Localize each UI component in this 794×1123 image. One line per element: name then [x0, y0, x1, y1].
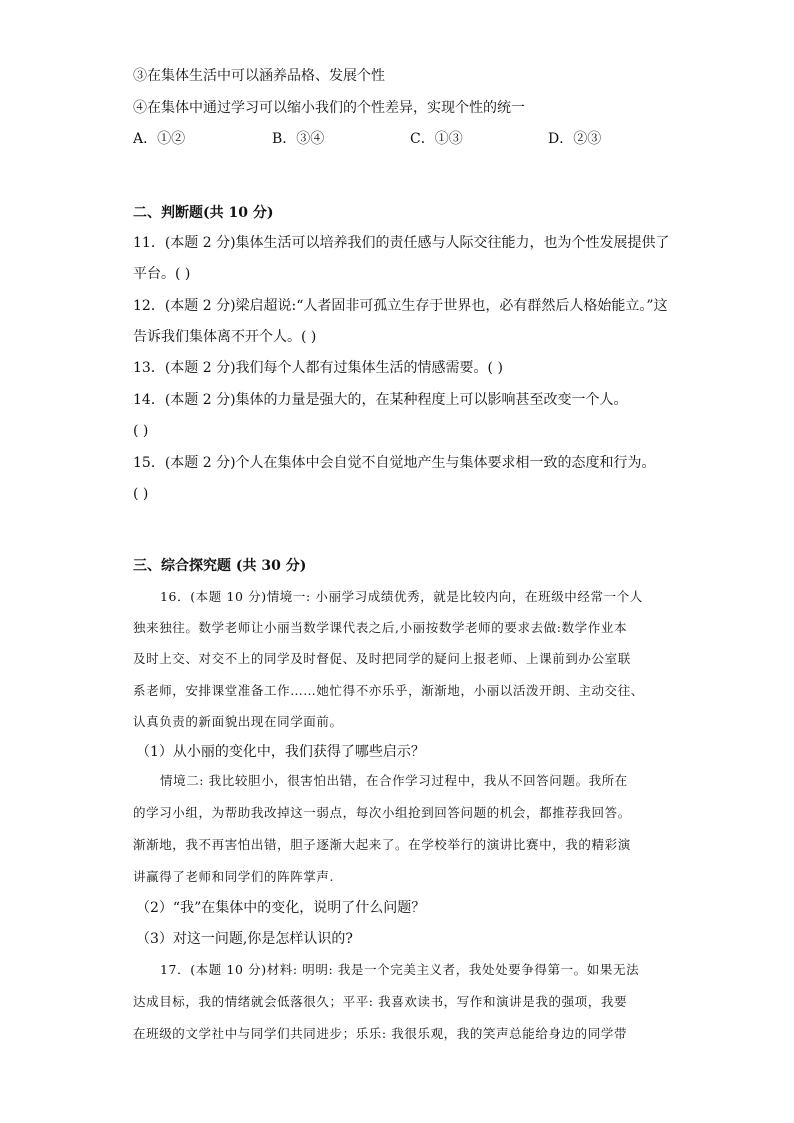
- q12-line-1: 12．(本题 2 分)梁启超说:“人者固非可孤立生存于世界也，必有群然后人格始能立。”这: [133, 298, 668, 314]
- q11-line-1: 11．(本题 2 分)集体生活可以培养我们的责任感与人际交往能力，也为个性发展提供了: [133, 235, 670, 251]
- q16-scene2-line-2: 的学习小组，为帮助我改掉这一弱点，每次小组抢到回答问题的机会，都推荐我回答。: [133, 805, 631, 820]
- q14-line-1: 14．(本题 2 分)集体的力量是强大的，在某种程度上可以影响甚至改变一个人。: [133, 392, 628, 408]
- q11-line-2: 平台。( ): [133, 266, 191, 282]
- q16-sub-question-1: （1）从小丽的变化中，我们获得了哪些启示？: [136, 744, 425, 760]
- q16-sub-question-3: （3）对这一问题,你是怎样认识的?: [136, 931, 353, 947]
- q16-sub-question-2: （2）“我”在集体中的变化，说明了什么问题？: [136, 900, 426, 916]
- q16-scene2-line-1: 情境二: 我比较胆小，很害怕出错，在合作学习过程中，我从不回答问题。我所在: [160, 773, 628, 788]
- option-c[interactable]: C．①③: [410, 131, 463, 147]
- q17-line-1: 17．(本题 10 分)材料: 明明: 我是一个完美主义者，我处处要争得第一。如果无法: [160, 962, 640, 977]
- option-a[interactable]: A．①②: [133, 131, 186, 147]
- q17-line-2: 达成目标，我的情绪就会低落很久；平平: 我喜欢读书，写作和演讲是我的强项，我要: [133, 994, 628, 1009]
- q10-statement-4: ④在集体中通过学习可以缩小我们的个性差异，实现个性的统一: [133, 100, 525, 116]
- q13-line: 13．(本题 2 分)我们每个人都有过集体生活的情感需要。( ): [133, 360, 503, 376]
- q14-line-2: ( ): [133, 423, 149, 439]
- q12-line-2: 告诉我们集体离不开个人。( ): [133, 329, 317, 345]
- q10-statement-3: ③在集体生活中可以涵养品格、发展个性: [133, 68, 385, 84]
- q16-line-4: 系老师，安排课堂准备工作……她忙得不亦乐乎，渐渐地，小丽以活泼开朗、主动交往、: [133, 683, 644, 698]
- q16-line-5: 认真负责的新面貌出现在同学面前。: [133, 714, 343, 729]
- q16-line-2: 独来独往。数学老师让小丽当数学课代表之后,小丽按数学老师的要求去做:数学作业本: [133, 620, 628, 635]
- option-b[interactable]: B．③④: [272, 131, 325, 147]
- q15-line-2: ( ): [133, 486, 149, 502]
- option-d[interactable]: D．②③: [548, 131, 602, 147]
- q16-scene2-line-3: 渐渐地，我不再害怕出错，胆子逐渐大起来了。在学校举行的演讲比赛中，我的精彩演: [133, 837, 631, 852]
- section-2-title: 二、判断题(共 10 分): [133, 205, 274, 221]
- q15-line-1: 15．(本题 2 分)个人在集体中会自觉不自觉地产生与集体要求相一致的态度和行为。: [133, 455, 656, 471]
- q16-line-1: 16．(本题 10 分)情境一: 小丽学习成绩优秀，就是比较内向，在班级中经常一个人: [160, 589, 643, 604]
- q17-line-3: 在班级的文学社中与同学们共同进步；乐乐: 我很乐观，我的笑声总能给身边的同学带: [133, 1026, 628, 1041]
- section-3-title: 三、综合探究题 (共 30 分): [133, 558, 307, 574]
- q16-scene2-line-4: 讲赢得了老师和同学们的阵阵掌声.: [133, 869, 335, 884]
- q16-line-3: 及时上交、对交不上的同学及时督促、及时把同学的疑问上报老师、上课前到办公室联: [133, 651, 631, 666]
